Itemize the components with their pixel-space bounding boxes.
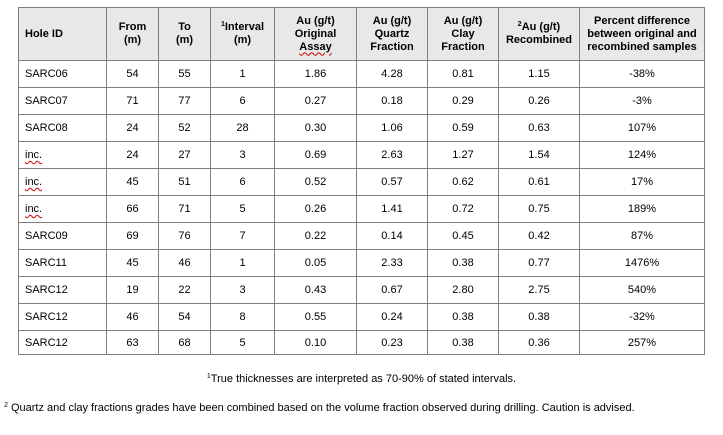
table-cell xyxy=(159,250,211,277)
cell-value: 55 xyxy=(178,68,191,80)
table-cell xyxy=(211,115,275,142)
table-cell xyxy=(499,88,580,115)
cell-value: -32% xyxy=(629,311,655,323)
table-cell xyxy=(275,331,357,355)
table-cell xyxy=(211,331,275,355)
column-header xyxy=(428,8,499,61)
cell-value: 2.75 xyxy=(528,284,550,296)
table-cell xyxy=(211,223,275,250)
cell-value: 1 xyxy=(239,68,246,80)
table-cell xyxy=(107,223,159,250)
table-cell xyxy=(428,169,499,196)
table-row xyxy=(19,61,705,88)
table-cell xyxy=(107,250,159,277)
cell-value: 0.77 xyxy=(528,257,550,269)
header-label-line: recombined samples xyxy=(587,40,697,53)
cell-value: 45 xyxy=(126,176,139,188)
table-cell xyxy=(428,61,499,88)
cell-value: 46 xyxy=(126,311,139,323)
cell-value: 1.06 xyxy=(381,122,403,134)
column-header xyxy=(107,8,159,61)
table-cell xyxy=(499,61,580,88)
table-body xyxy=(19,61,705,355)
cell-value: inc. xyxy=(25,203,43,215)
table-row xyxy=(19,169,705,196)
cell-value: 45 xyxy=(126,257,139,269)
cell-value: 2.80 xyxy=(452,284,474,296)
header-footnote-marker: 2 xyxy=(517,21,522,28)
cell-value: 87% xyxy=(630,230,654,242)
table-cell xyxy=(275,115,357,142)
table-cell xyxy=(357,61,428,88)
table-cell xyxy=(580,88,705,115)
header-label-line: between original and xyxy=(587,27,697,40)
hole-id-cell xyxy=(19,304,107,331)
cell-value: 0.30 xyxy=(304,122,327,134)
table-cell xyxy=(159,277,211,304)
header-label-line: To xyxy=(178,21,191,33)
footnote-2 xyxy=(4,402,635,414)
cell-value: inc. xyxy=(25,176,43,188)
cell-value: 24 xyxy=(126,122,139,134)
cell-value: 76 xyxy=(178,230,191,242)
hole-id-cell xyxy=(19,277,107,304)
table-cell xyxy=(428,304,499,331)
table-cell xyxy=(499,223,580,250)
header-row xyxy=(19,8,705,61)
cell-value: 189% xyxy=(627,203,657,215)
table-cell xyxy=(159,196,211,223)
table-cell xyxy=(357,223,428,250)
table-cell xyxy=(159,61,211,88)
cell-value: 0.38 xyxy=(452,336,474,349)
cell-value: 77 xyxy=(178,95,191,107)
table-cell xyxy=(428,196,499,223)
table-cell xyxy=(357,304,428,331)
cell-value: 0.45 xyxy=(452,230,474,242)
cell-value: SARC11 xyxy=(25,257,67,269)
header-label-line: Au (g/t) xyxy=(372,14,412,27)
table-cell xyxy=(499,196,580,223)
cell-value: 107% xyxy=(627,122,657,134)
header-label-line: Original xyxy=(294,27,337,40)
assay-table-container xyxy=(18,7,704,355)
table-cell xyxy=(159,223,211,250)
table-cell xyxy=(499,304,580,331)
cell-value: 0.57 xyxy=(381,176,403,188)
cell-value: SARC12 xyxy=(25,311,68,323)
cell-value: 2.33 xyxy=(381,257,403,269)
table-cell xyxy=(357,331,428,355)
header-label-line: Percent difference xyxy=(594,14,690,27)
table-header xyxy=(19,8,705,61)
assay-results-table xyxy=(18,7,705,355)
column-header xyxy=(499,8,580,61)
table-cell xyxy=(275,304,357,331)
table-cell xyxy=(428,142,499,169)
table-cell xyxy=(580,331,705,355)
cell-value: 124% xyxy=(627,149,657,161)
table-cell xyxy=(275,250,357,277)
cell-value: 0.23 xyxy=(381,336,403,349)
table-cell xyxy=(499,277,580,304)
table-cell xyxy=(211,196,275,223)
table-row xyxy=(19,115,705,142)
cell-value: 5 xyxy=(239,336,246,349)
table-cell xyxy=(275,142,357,169)
table-cell xyxy=(107,196,159,223)
table-row xyxy=(19,142,705,169)
table-cell xyxy=(428,277,499,304)
cell-value: inc. xyxy=(25,149,43,161)
table-cell xyxy=(211,169,275,196)
cell-value: 71 xyxy=(178,203,191,215)
cell-value: 0.67 xyxy=(381,284,403,296)
cell-value: 0.38 xyxy=(452,257,474,269)
cell-value: 0.10 xyxy=(304,336,327,349)
table-cell xyxy=(499,142,580,169)
table-cell xyxy=(275,223,357,250)
table-cell xyxy=(580,115,705,142)
table-row xyxy=(19,277,705,304)
table-cell xyxy=(107,169,159,196)
cell-value: 27 xyxy=(178,149,191,161)
cell-value: 1.54 xyxy=(528,149,550,161)
table-cell xyxy=(159,115,211,142)
cell-value: SARC12 xyxy=(25,284,68,296)
cell-value: 0.63 xyxy=(528,122,550,134)
cell-value: 0.18 xyxy=(381,95,403,107)
table-cell xyxy=(211,88,275,115)
hole-id-cell xyxy=(19,115,107,142)
table-cell xyxy=(580,277,705,304)
table-cell xyxy=(275,61,357,88)
cell-value: 6 xyxy=(239,95,246,107)
table-cell xyxy=(275,277,357,304)
table-cell xyxy=(159,304,211,331)
table-cell xyxy=(159,88,211,115)
cell-value: 1.86 xyxy=(304,68,327,80)
table-cell xyxy=(275,169,357,196)
hole-id-cell xyxy=(19,169,107,196)
cell-value: 0.43 xyxy=(304,284,327,296)
table-cell xyxy=(499,250,580,277)
table-cell xyxy=(159,331,211,355)
cell-value: 0.62 xyxy=(452,176,474,188)
cell-value: 540% xyxy=(627,284,657,296)
cell-value: 51 xyxy=(178,176,191,188)
cell-value: 0.14 xyxy=(381,230,403,242)
cell-value: 257% xyxy=(627,336,657,349)
cell-value: 1 xyxy=(239,257,246,269)
cell-value: SARC08 xyxy=(25,122,68,134)
cell-value: 0.05 xyxy=(304,257,327,269)
cell-value: 0.38 xyxy=(452,311,474,323)
hole-id-cell xyxy=(19,61,107,88)
footnote-1-text: True thicknesses are interpreted as 70-90% of stated intervals. xyxy=(210,373,517,385)
cell-value: 0.27 xyxy=(304,95,327,107)
hole-id-cell xyxy=(19,250,107,277)
table-cell xyxy=(159,169,211,196)
table-cell xyxy=(428,115,499,142)
cell-value: 4.28 xyxy=(381,68,403,80)
cell-value: -38% xyxy=(629,68,655,80)
table-cell xyxy=(428,223,499,250)
cell-value: 1476% xyxy=(624,257,660,269)
table-cell xyxy=(580,61,705,88)
table-cell xyxy=(107,277,159,304)
cell-value: 28 xyxy=(236,122,249,134)
table-row xyxy=(19,331,705,355)
hole-id-cell xyxy=(19,142,107,169)
hole-id-cell xyxy=(19,196,107,223)
header-footnote-marker: 1 xyxy=(220,21,225,28)
table-cell xyxy=(159,142,211,169)
footnote-2-text: Quartz and clay fractions grades have been combined based on the volume fraction observed during drilling. Caution is advised. xyxy=(7,402,635,414)
hole-id-cell xyxy=(19,223,107,250)
hole-id-cell xyxy=(19,331,107,355)
cell-value: 0.75 xyxy=(528,203,550,215)
cell-value: 68 xyxy=(178,336,191,349)
cell-value: 54 xyxy=(126,68,139,80)
table-cell xyxy=(107,61,159,88)
table-cell xyxy=(357,169,428,196)
cell-value: 17% xyxy=(630,176,654,188)
table-cell xyxy=(580,142,705,169)
table-cell xyxy=(428,331,499,355)
cell-value: 7 xyxy=(239,230,246,242)
cell-value: 52 xyxy=(178,122,191,134)
cell-value: SARC12 xyxy=(25,336,68,349)
footnote-2-marker: 2 xyxy=(4,402,8,409)
cell-value: 0.69 xyxy=(304,149,327,161)
cell-value: 66 xyxy=(126,203,139,215)
cell-value: 24 xyxy=(126,149,139,161)
table-cell xyxy=(107,304,159,331)
cell-value: 0.26 xyxy=(304,203,327,215)
table-row xyxy=(19,250,705,277)
column-header xyxy=(275,8,357,61)
table-cell xyxy=(357,142,428,169)
table-cell xyxy=(211,142,275,169)
cell-value: 71 xyxy=(126,95,139,107)
table-cell xyxy=(357,250,428,277)
cell-value: 3 xyxy=(239,149,246,161)
table-cell xyxy=(107,115,159,142)
cell-value: SARC07 xyxy=(25,95,68,107)
column-header xyxy=(357,8,428,61)
cell-value: 1.41 xyxy=(381,203,403,215)
cell-value: 0.55 xyxy=(304,311,327,323)
column-header xyxy=(159,8,211,61)
cell-value: 69 xyxy=(126,230,139,242)
cell-value: 5 xyxy=(239,203,246,215)
hole-id-cell xyxy=(19,88,107,115)
header-label-line: Clay xyxy=(451,27,475,40)
table-cell xyxy=(357,277,428,304)
header-label-line: Au (g/t) xyxy=(296,14,335,27)
table-cell xyxy=(275,196,357,223)
column-header xyxy=(211,8,275,61)
cell-value: 0.38 xyxy=(528,311,550,323)
cell-value: 19 xyxy=(126,284,139,296)
table-cell xyxy=(211,61,275,88)
header-label-line: Fraction xyxy=(370,40,414,53)
table-cell xyxy=(580,196,705,223)
cell-value: 6 xyxy=(239,176,246,188)
table-cell xyxy=(107,142,159,169)
table-cell xyxy=(107,331,159,355)
table-cell xyxy=(357,88,428,115)
cell-value: 0.22 xyxy=(304,230,327,242)
cell-value: 0.52 xyxy=(304,176,327,188)
cell-value: 22 xyxy=(178,284,191,296)
table-row xyxy=(19,88,705,115)
cell-value: 2.63 xyxy=(381,149,403,161)
header-label-line: Au (g/t) xyxy=(443,14,483,27)
table-cell xyxy=(499,331,580,355)
table-cell xyxy=(211,277,275,304)
cell-value: SARC06 xyxy=(25,68,68,80)
cell-value: 0.36 xyxy=(528,336,550,349)
cell-value: 8 xyxy=(239,311,246,323)
cell-value: 3 xyxy=(239,284,246,296)
table-cell xyxy=(499,169,580,196)
table-cell xyxy=(428,250,499,277)
header-label-line: (m) xyxy=(233,34,252,46)
header-label-line: From xyxy=(118,21,147,33)
cell-value: 0.29 xyxy=(452,95,474,107)
table-cell xyxy=(499,115,580,142)
header-label-line: Recombined xyxy=(505,34,572,46)
cell-value: 0.24 xyxy=(381,311,403,323)
header-label-line: Hole ID xyxy=(25,27,63,40)
table-row xyxy=(19,223,705,250)
cell-value: 0.61 xyxy=(528,176,550,188)
column-header xyxy=(19,8,107,61)
table-cell xyxy=(580,250,705,277)
cell-value: 0.81 xyxy=(452,68,474,80)
header-label-line: (m) xyxy=(123,34,142,46)
cell-value: 0.59 xyxy=(452,122,474,134)
table-row xyxy=(19,196,705,223)
table-cell xyxy=(275,88,357,115)
cell-value: 0.42 xyxy=(528,230,550,242)
table-cell xyxy=(211,304,275,331)
table-cell xyxy=(211,250,275,277)
table-cell xyxy=(580,223,705,250)
cell-value: 0.26 xyxy=(528,95,550,107)
cell-value: 46 xyxy=(178,257,191,269)
table-cell xyxy=(357,115,428,142)
cell-value: 1.15 xyxy=(528,68,550,80)
header-label-line: Fraction xyxy=(441,40,485,53)
header-label-line: Assay xyxy=(299,40,332,53)
table-cell xyxy=(580,169,705,196)
table-cell xyxy=(580,304,705,331)
cell-value: 54 xyxy=(178,311,191,323)
cell-value: 63 xyxy=(126,336,139,349)
table-row xyxy=(19,304,705,331)
cell-value: 0.72 xyxy=(452,203,474,215)
cell-value: SARC09 xyxy=(25,230,68,242)
column-header xyxy=(580,8,705,61)
header-label-line: (m) xyxy=(175,34,194,46)
header-label-line: Au (g/t) xyxy=(521,21,561,33)
table-cell xyxy=(428,88,499,115)
cell-value: -3% xyxy=(632,95,652,107)
header-label-line: Quartz xyxy=(374,27,410,40)
footnote-1-marker: 1 xyxy=(206,373,211,380)
footnote-1 xyxy=(0,373,723,385)
header-label-line: Interval xyxy=(224,21,265,33)
cell-value: 1.27 xyxy=(452,149,474,161)
table-cell xyxy=(107,88,159,115)
table-cell xyxy=(357,196,428,223)
